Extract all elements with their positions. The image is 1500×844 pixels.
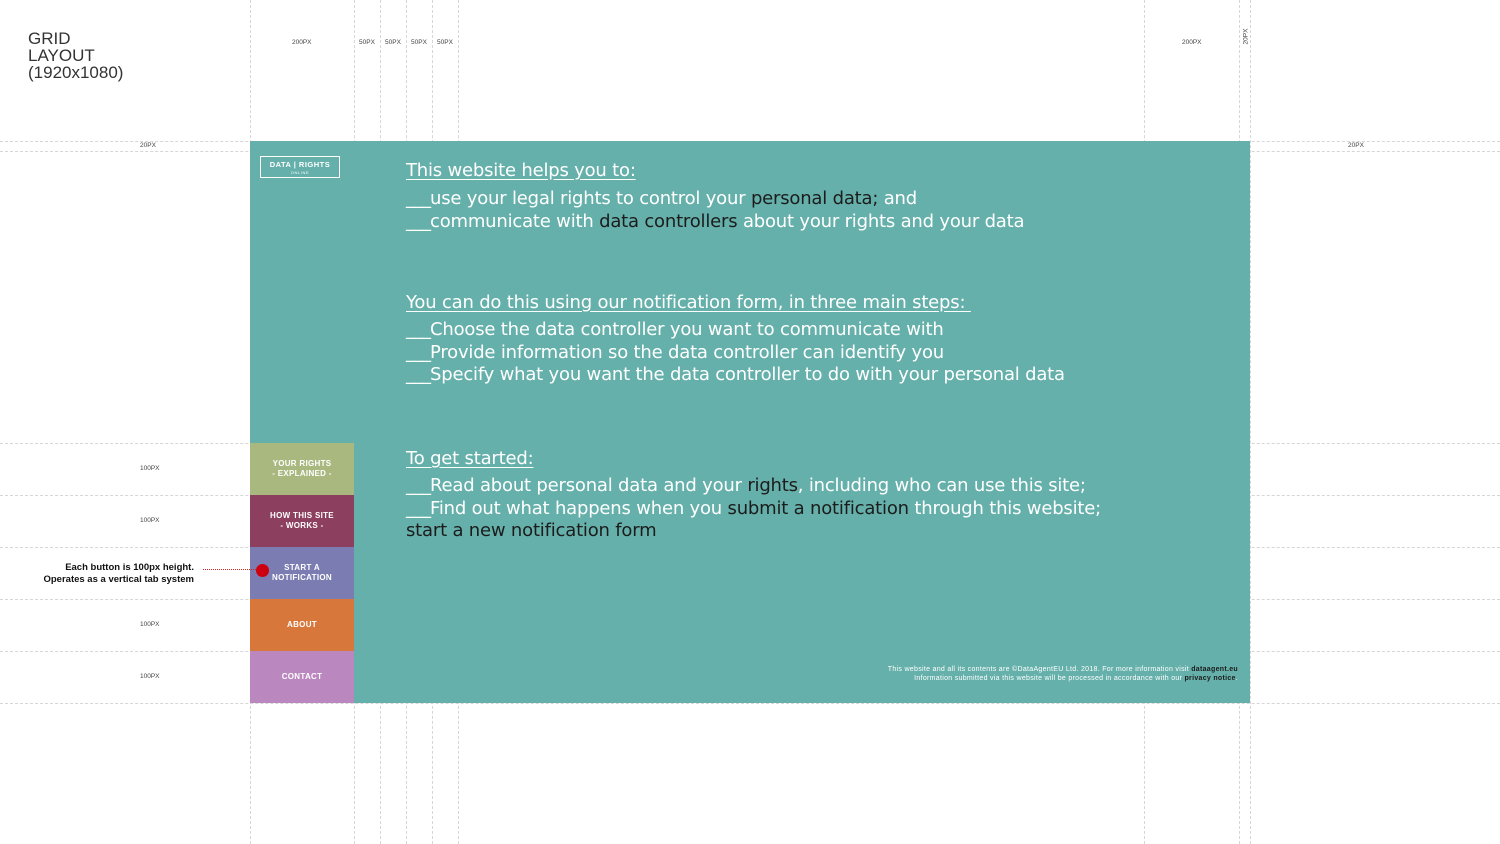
- tab-label: YOUR RIGHTS: [272, 459, 332, 468]
- dimension-label: 20PX: [1242, 28, 1250, 45]
- footer-text: Information submitted via this website will be processed in accordance with our: [914, 674, 1185, 682]
- tab-how-this-site-works[interactable]: [250, 495, 354, 547]
- dash-marker: ___: [406, 319, 430, 340]
- dimension-label: 100PX: [140, 517, 160, 524]
- document-title-line: GRID: [28, 29, 71, 48]
- tab-label: HOW THIS SITE: [270, 511, 334, 520]
- tab-label: ABOUT: [287, 620, 317, 629]
- guide-line-h: [0, 703, 1500, 704]
- link-personal-data[interactable]: personal data;: [750, 188, 879, 209]
- footer-link-privacy[interactable]: privacy notice: [1184, 674, 1236, 682]
- annotation-line: Operates as a vertical tab system: [43, 574, 194, 585]
- section-steps: [406, 292, 1065, 387]
- annotation-leader-line: [203, 569, 256, 570]
- footer-link-dataagent[interactable]: dataagent.eu: [1191, 666, 1238, 673]
- section-heading: This website helps you to:: [406, 160, 636, 181]
- link-submit-notification[interactable]: submit a notification: [727, 497, 909, 519]
- tab-your-rights[interactable]: [250, 443, 354, 495]
- dash-marker: ___: [406, 188, 430, 209]
- tab-label: - EXPLAINED -: [272, 469, 332, 478]
- dash-marker: ___: [406, 210, 430, 232]
- dash-marker: ___: [406, 475, 430, 496]
- link-rights[interactable]: rights: [747, 475, 798, 496]
- dimension-label: 100PX: [140, 621, 160, 628]
- site-logo[interactable]: [260, 156, 340, 178]
- dimension-label: 100PX: [140, 673, 160, 680]
- dash-marker: ___: [406, 364, 430, 386]
- dimension-label: 20PX: [140, 142, 156, 149]
- step-item: [406, 342, 1065, 365]
- tab-label: - WORKS -: [280, 521, 324, 530]
- dimension-label: 20PX: [1348, 142, 1364, 149]
- dimension-label: 200PX: [1182, 39, 1202, 46]
- intro-item: [406, 211, 1024, 234]
- tab-about[interactable]: [250, 599, 354, 651]
- dimension-label: 50PX: [411, 39, 427, 46]
- footer-line: [888, 666, 1238, 675]
- annotation-line: Each button is 100px height.: [65, 562, 194, 573]
- annotation-note: [43, 562, 194, 586]
- intro-item: [406, 188, 1024, 211]
- section-get-started: [406, 448, 1101, 543]
- dimension-label: 50PX: [437, 39, 453, 46]
- annotation-marker-dot: [256, 564, 269, 577]
- step-item: [406, 319, 1065, 342]
- section-intro: [406, 160, 1024, 233]
- step-text: Specify what you want the data controller to do with your personal data: [430, 364, 1065, 386]
- footer-line: [888, 675, 1238, 684]
- dimension-label: 50PX: [359, 39, 375, 46]
- document-title: [28, 30, 123, 81]
- tab-label: NOTIFICATION: [272, 573, 332, 582]
- start-item: [406, 475, 1101, 498]
- link-data-controllers[interactable]: data controllers: [599, 210, 738, 232]
- item-text: about your rights and your data: [737, 210, 1025, 232]
- document-title-line: LAYOUT: [28, 46, 95, 65]
- dash-marker: ___: [406, 341, 430, 363]
- guide-line-v: [1250, 0, 1251, 844]
- logo-text: DATA | RIGHTS: [269, 160, 331, 169]
- tab-label: START A: [284, 563, 320, 572]
- start-item: [406, 498, 1101, 521]
- dimension-label: 50PX: [385, 39, 401, 46]
- section-heading: You can do this using our notification form, in three main steps:: [406, 292, 971, 313]
- step-text: Provide information so the data controller can identify you: [430, 341, 944, 363]
- link-start-new-form[interactable]: start a new notification form: [406, 520, 657, 542]
- tab-contact[interactable]: [250, 651, 354, 703]
- step-text: Choose the data controller you want to communicate with: [430, 319, 944, 340]
- item-text: through this website;: [908, 497, 1101, 519]
- dimension-label: 100PX: [140, 465, 160, 472]
- document-title-line: (1920x1080): [28, 63, 124, 82]
- footer-text: .: [1235, 674, 1238, 682]
- dimension-label: 200PX: [292, 39, 312, 46]
- item-text: , including who can use this site;: [797, 475, 1086, 496]
- step-item: [406, 364, 1065, 387]
- item-text: Read about personal data and your: [430, 475, 748, 496]
- tab-label: CONTACT: [281, 672, 323, 681]
- footer-text: This website and all its contents are ©DataAgentEU Ltd. 2018. For more information visit: [887, 666, 1192, 673]
- item-text: and: [878, 188, 917, 209]
- logo-subtext: ONLINE: [290, 170, 310, 175]
- section-heading: To get started:: [406, 448, 534, 469]
- item-text: communicate with: [430, 210, 600, 232]
- item-text: Find out what happens when you: [430, 497, 728, 519]
- footer: [888, 666, 1238, 683]
- item-text: use your legal rights to control your: [430, 188, 751, 209]
- dash-marker: ___: [406, 497, 430, 519]
